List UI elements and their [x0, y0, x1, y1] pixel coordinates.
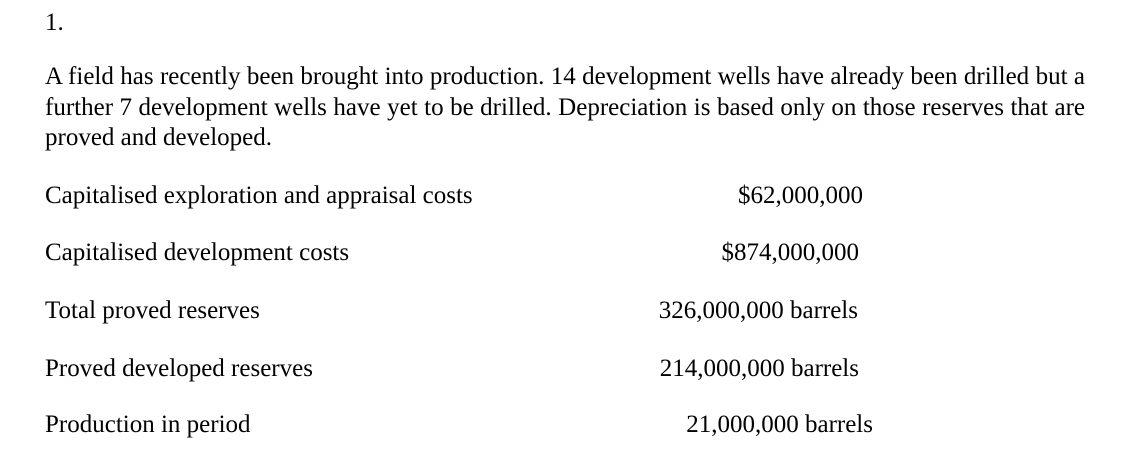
data-row-production-in-period	[0, 409, 1121, 441]
row-value: $874,000,000	[721, 239, 859, 266]
row-label: Total proved reserves	[45, 297, 260, 324]
row-label: Capitalised exploration and appraisal costs	[45, 182, 473, 209]
row-value: $62,000,000	[738, 182, 863, 209]
question-text: A field has recently been brought into production. 14 development wells have already been drilled but a further 7 development wells have yet to be drilled. Depreciation is based only on those reserves that are proved and developed.	[45, 63, 1085, 151]
question-number: 1.	[45, 9, 64, 36]
data-row-total-proved-reserves	[0, 295, 1121, 327]
data-row-exploration-costs	[0, 180, 1121, 212]
row-value: 214,000,000 barrels	[659, 355, 859, 382]
row-label: Proved developed reserves	[45, 355, 313, 382]
row-label: Capitalised development costs	[45, 239, 350, 266]
row-value: 326,000,000 barrels	[658, 297, 858, 324]
data-row-proved-developed-reserves	[0, 353, 1121, 385]
row-label: Production in period	[45, 411, 251, 438]
row-value: 21,000,000 barrels	[686, 411, 873, 438]
data-row-development-costs	[0, 237, 1121, 269]
